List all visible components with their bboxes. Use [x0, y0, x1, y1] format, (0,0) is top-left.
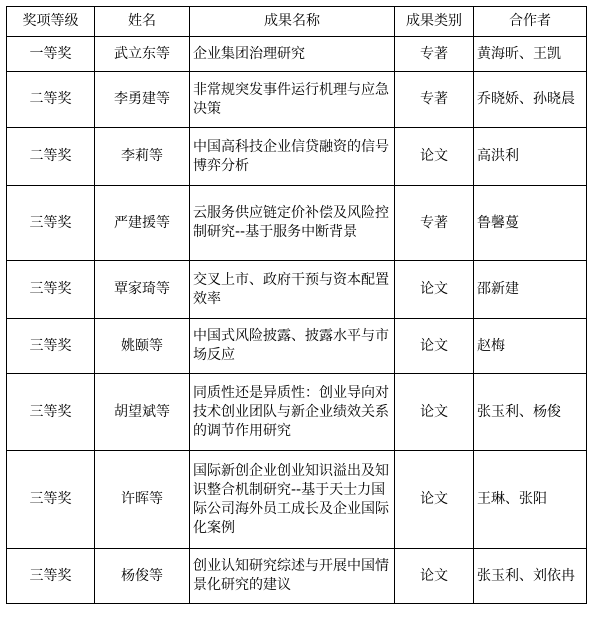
- award-level-cell: 一等奖: [7, 37, 95, 72]
- name-cell: 严建援等: [95, 186, 190, 261]
- table-row: [7, 72, 587, 128]
- award-level-cell: 三等奖: [7, 549, 95, 604]
- table-row: [7, 261, 587, 319]
- type-cell: 论文: [395, 319, 474, 374]
- coauthors-cell: 邵新建: [474, 261, 587, 319]
- coauthors-cell: 赵梅: [474, 319, 587, 374]
- award-level-cell: 三等奖: [7, 319, 95, 374]
- header-row: [7, 7, 587, 37]
- table-row: [7, 186, 587, 261]
- title-cell: 创业认知研究综述与开展中国情景化研究的建议: [190, 549, 395, 604]
- name-cell: 武立东等: [95, 37, 190, 72]
- name-cell: 姚颐等: [95, 319, 190, 374]
- table-row: [7, 319, 587, 374]
- award-level-cell: 二等奖: [7, 72, 95, 128]
- title-cell: 中国高科技企业信贷融资的信号博弈分析: [190, 128, 395, 186]
- table-row: [7, 37, 587, 72]
- coauthors-cell: 张玉利、杨俊: [474, 374, 587, 451]
- title-cell: 国际新创企业创业知识溢出及知识整合机制研究--基于天士力国际公司海外员工成长及企业国际化案例: [190, 451, 395, 549]
- header-achievement-title: 成果名称: [190, 7, 395, 37]
- type-cell: 论文: [395, 261, 474, 319]
- type-cell: 专著: [395, 186, 474, 261]
- award-level-cell: 二等奖: [7, 128, 95, 186]
- name-cell: 许晖等: [95, 451, 190, 549]
- type-cell: 论文: [395, 451, 474, 549]
- type-cell: 论文: [395, 549, 474, 604]
- coauthors-cell: 黄海昕、王凯: [474, 37, 587, 72]
- name-cell: 杨俊等: [95, 549, 190, 604]
- table-row: [7, 374, 587, 451]
- header-coauthors: 合作者: [474, 7, 587, 37]
- name-cell: 胡望斌等: [95, 374, 190, 451]
- name-cell: 覃家琦等: [95, 261, 190, 319]
- type-cell: 专著: [395, 37, 474, 72]
- name-cell: 李勇建等: [95, 72, 190, 128]
- coauthors-cell: 乔晓娇、孙晓晨: [474, 72, 587, 128]
- header-award-level: 奖项等级: [7, 7, 95, 37]
- awards-table: [6, 6, 587, 604]
- award-level-cell: 三等奖: [7, 186, 95, 261]
- award-level-cell: 三等奖: [7, 451, 95, 549]
- table-row: [7, 128, 587, 186]
- coauthors-cell: 鲁馨蔓: [474, 186, 587, 261]
- type-cell: 论文: [395, 374, 474, 451]
- type-cell: 论文: [395, 128, 474, 186]
- title-cell: 非常规突发事件运行机理与应急决策: [190, 72, 395, 128]
- type-cell: 专著: [395, 72, 474, 128]
- header-name: 姓名: [95, 7, 190, 37]
- award-level-cell: 三等奖: [7, 374, 95, 451]
- title-cell: 交叉上市、政府干预与资本配置效率: [190, 261, 395, 319]
- title-cell: 企业集团治理研究: [190, 37, 395, 72]
- coauthors-cell: 高洪利: [474, 128, 587, 186]
- coauthors-cell: 张玉利、刘依冉: [474, 549, 587, 604]
- title-cell: 中国式风险披露、披露水平与市场反应: [190, 319, 395, 374]
- table-row: [7, 451, 587, 549]
- award-level-cell: 三等奖: [7, 261, 95, 319]
- name-cell: 李莉等: [95, 128, 190, 186]
- coauthors-cell: 王琳、张阳: [474, 451, 587, 549]
- title-cell: 同质性还是异质性：创业导向对技术创业团队与新企业绩效关系的调节作用研究: [190, 374, 395, 451]
- title-cell: 云服务供应链定价补偿及风险控制研究--基于服务中断背景: [190, 186, 395, 261]
- header-achievement-type: 成果类别: [395, 7, 474, 37]
- table-row: [7, 549, 587, 604]
